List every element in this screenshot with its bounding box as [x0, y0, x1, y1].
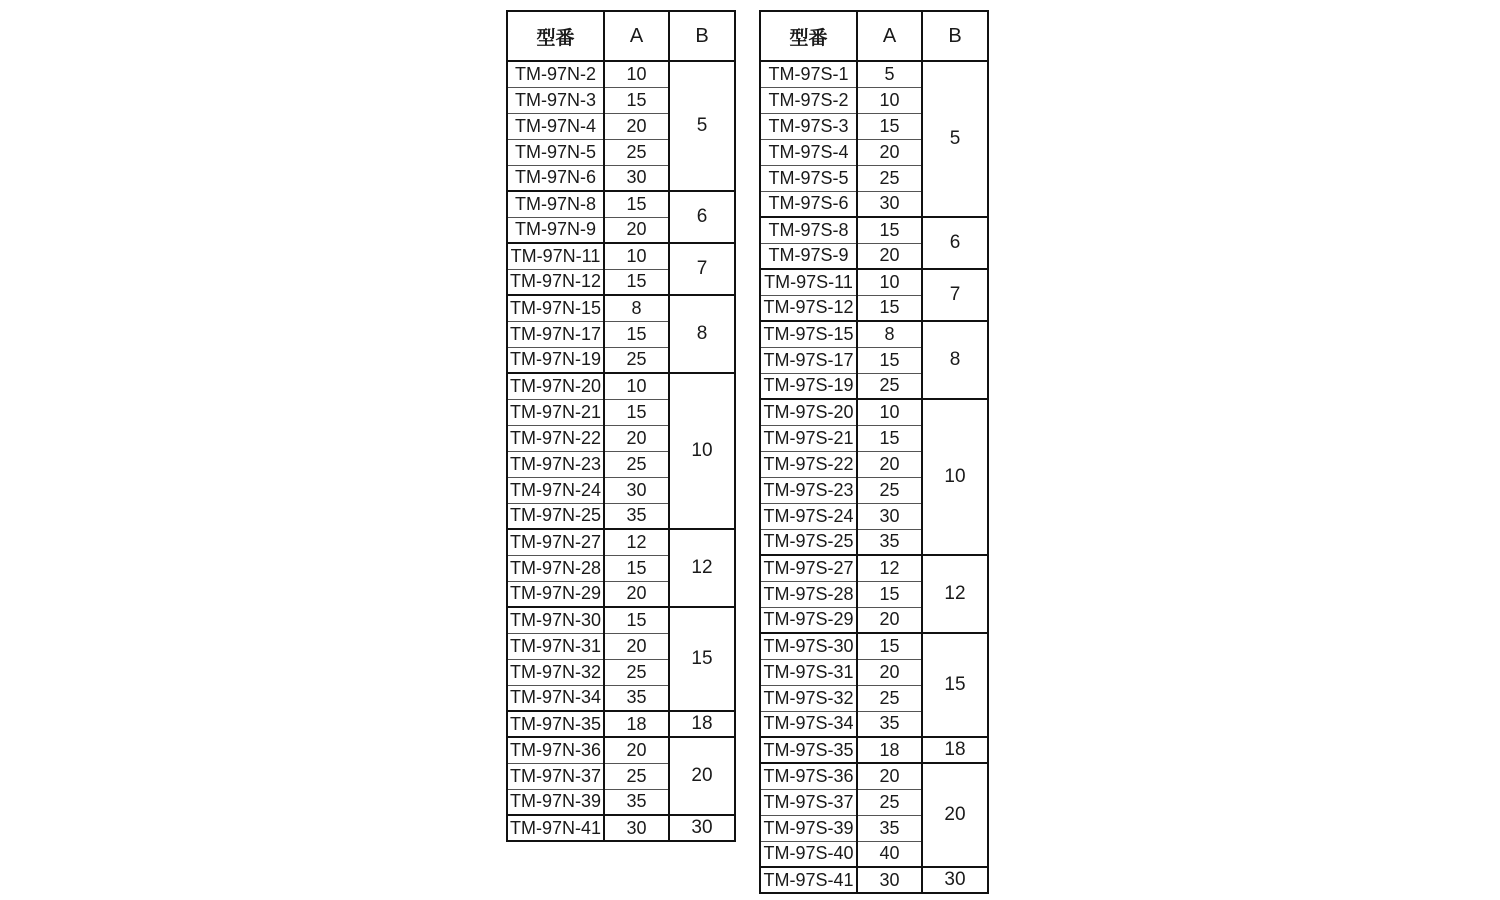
table-row — [760, 399, 988, 425]
model-cell: TM-97S-20 — [760, 399, 857, 425]
model-cell: TM-97S-15 — [760, 321, 857, 347]
table-row — [507, 737, 735, 763]
model-cell: TM-97S-27 — [760, 555, 857, 581]
table-row — [760, 321, 988, 347]
table-row — [760, 269, 988, 295]
a-value-cell: 15 — [857, 425, 922, 451]
b-value-cell: 12 — [922, 555, 988, 633]
b-value-cell: 30 — [922, 867, 988, 893]
a-value-cell: 20 — [604, 217, 669, 243]
a-value-cell: 30 — [857, 867, 922, 893]
model-cell: TM-97N-39 — [507, 789, 604, 815]
model-cell: TM-97N-37 — [507, 763, 604, 789]
a-value-cell: 10 — [857, 87, 922, 113]
a-value-cell: 12 — [857, 555, 922, 581]
model-cell: TM-97S-30 — [760, 633, 857, 659]
b-value-cell: 10 — [669, 373, 735, 529]
model-cell: TM-97N-12 — [507, 269, 604, 295]
a-value-cell: 18 — [857, 737, 922, 763]
model-cell: TM-97S-25 — [760, 529, 857, 555]
spec-table-tm97s — [759, 10, 989, 894]
model-cell: TM-97S-21 — [760, 425, 857, 451]
a-value-cell: 20 — [857, 659, 922, 685]
a-value-cell: 15 — [857, 581, 922, 607]
table-row — [507, 373, 735, 399]
b-value-cell: 5 — [922, 61, 988, 217]
model-cell: TM-97N-41 — [507, 815, 604, 841]
table-row — [507, 191, 735, 217]
a-value-cell: 15 — [857, 217, 922, 243]
b-value-cell: 6 — [669, 191, 735, 243]
model-cell: TM-97N-23 — [507, 451, 604, 477]
table-row — [760, 867, 988, 893]
table-row — [760, 633, 988, 659]
model-cell: TM-97S-40 — [760, 841, 857, 867]
a-value-cell: 35 — [604, 685, 669, 711]
a-value-cell: 10 — [857, 399, 922, 425]
a-value-cell: 10 — [604, 61, 669, 87]
model-cell: TM-97N-31 — [507, 633, 604, 659]
model-cell: TM-97S-2 — [760, 87, 857, 113]
model-cell: TM-97S-28 — [760, 581, 857, 607]
column-header-b: B — [922, 11, 988, 61]
a-value-cell: 20 — [857, 243, 922, 269]
b-value-cell: 6 — [922, 217, 988, 269]
b-value-cell: 15 — [669, 607, 735, 711]
model-cell: TM-97N-3 — [507, 87, 604, 113]
model-cell: TM-97N-4 — [507, 113, 604, 139]
column-header-model: 型番 — [507, 11, 604, 61]
b-value-cell: 20 — [922, 763, 988, 867]
a-value-cell: 25 — [857, 789, 922, 815]
table-row — [507, 295, 735, 321]
model-cell: TM-97S-22 — [760, 451, 857, 477]
a-value-cell: 15 — [604, 399, 669, 425]
a-value-cell: 30 — [604, 165, 669, 191]
a-value-cell: 10 — [604, 243, 669, 269]
b-value-cell: 18 — [922, 737, 988, 763]
model-cell: TM-97S-9 — [760, 243, 857, 269]
a-value-cell: 20 — [604, 425, 669, 451]
table-row — [507, 61, 735, 87]
a-value-cell: 25 — [604, 139, 669, 165]
a-value-cell: 35 — [857, 711, 922, 737]
a-value-cell: 20 — [604, 633, 669, 659]
a-value-cell: 40 — [857, 841, 922, 867]
table-row — [760, 763, 988, 789]
table-row — [760, 555, 988, 581]
model-cell: TM-97N-32 — [507, 659, 604, 685]
a-value-cell: 12 — [604, 529, 669, 555]
a-value-cell: 25 — [604, 763, 669, 789]
a-value-cell: 15 — [604, 607, 669, 633]
model-cell: TM-97S-19 — [760, 373, 857, 399]
column-header-b: B — [669, 11, 735, 61]
b-value-cell: 7 — [669, 243, 735, 295]
a-value-cell: 25 — [604, 451, 669, 477]
a-value-cell: 30 — [857, 503, 922, 529]
column-header-model: 型番 — [760, 11, 857, 61]
column-header-a: A — [857, 11, 922, 61]
model-cell: TM-97N-34 — [507, 685, 604, 711]
model-cell: TM-97N-20 — [507, 373, 604, 399]
model-cell: TM-97S-5 — [760, 165, 857, 191]
model-cell: TM-97N-8 — [507, 191, 604, 217]
model-cell: TM-97N-25 — [507, 503, 604, 529]
table-row — [507, 529, 735, 555]
table-row — [507, 243, 735, 269]
a-value-cell: 15 — [604, 321, 669, 347]
a-value-cell: 15 — [857, 633, 922, 659]
a-value-cell: 30 — [857, 191, 922, 217]
model-cell: TM-97N-22 — [507, 425, 604, 451]
model-cell: TM-97N-2 — [507, 61, 604, 87]
model-cell: TM-97S-11 — [760, 269, 857, 295]
model-cell: TM-97S-6 — [760, 191, 857, 217]
column-header-a: A — [604, 11, 669, 61]
b-value-cell: 18 — [669, 711, 735, 737]
a-value-cell: 15 — [604, 555, 669, 581]
a-value-cell: 25 — [604, 659, 669, 685]
model-cell: TM-97S-3 — [760, 113, 857, 139]
model-cell: TM-97S-29 — [760, 607, 857, 633]
a-value-cell: 15 — [857, 113, 922, 139]
b-value-cell: 5 — [669, 61, 735, 191]
table-row — [760, 737, 988, 763]
a-value-cell: 20 — [857, 763, 922, 789]
b-value-cell: 30 — [669, 815, 735, 841]
model-cell: TM-97S-4 — [760, 139, 857, 165]
model-cell: TM-97N-9 — [507, 217, 604, 243]
b-value-cell: 12 — [669, 529, 735, 607]
model-cell: TM-97N-15 — [507, 295, 604, 321]
a-value-cell: 20 — [857, 139, 922, 165]
a-value-cell: 25 — [857, 373, 922, 399]
a-value-cell: 20 — [604, 737, 669, 763]
a-value-cell: 18 — [604, 711, 669, 737]
a-value-cell: 15 — [604, 269, 669, 295]
model-cell: TM-97N-29 — [507, 581, 604, 607]
model-cell: TM-97N-17 — [507, 321, 604, 347]
b-value-cell: 10 — [922, 399, 988, 555]
model-cell: TM-97S-41 — [760, 867, 857, 893]
a-value-cell: 20 — [857, 607, 922, 633]
a-value-cell: 20 — [604, 113, 669, 139]
model-cell: TM-97S-37 — [760, 789, 857, 815]
table-row — [507, 607, 735, 633]
model-cell: TM-97S-36 — [760, 763, 857, 789]
a-value-cell: 15 — [857, 347, 922, 373]
model-cell: TM-97S-39 — [760, 815, 857, 841]
a-value-cell: 5 — [857, 61, 922, 87]
a-value-cell: 8 — [857, 321, 922, 347]
model-cell: TM-97N-24 — [507, 477, 604, 503]
a-value-cell: 35 — [604, 503, 669, 529]
model-cell: TM-97S-23 — [760, 477, 857, 503]
a-value-cell: 15 — [604, 191, 669, 217]
model-cell: TM-97S-35 — [760, 737, 857, 763]
b-value-cell: 15 — [922, 633, 988, 737]
b-value-cell: 8 — [922, 321, 988, 399]
a-value-cell: 35 — [857, 815, 922, 841]
spec-table-tm97n — [506, 10, 736, 842]
a-value-cell: 10 — [857, 269, 922, 295]
a-value-cell: 8 — [604, 295, 669, 321]
a-value-cell: 30 — [604, 815, 669, 841]
a-value-cell: 15 — [857, 295, 922, 321]
a-value-cell: 25 — [857, 685, 922, 711]
model-cell: TM-97N-6 — [507, 165, 604, 191]
model-cell: TM-97N-35 — [507, 711, 604, 737]
model-cell: TM-97N-11 — [507, 243, 604, 269]
model-cell: TM-97S-31 — [760, 659, 857, 685]
b-value-cell: 20 — [669, 737, 735, 815]
b-value-cell: 7 — [922, 269, 988, 321]
model-cell: TM-97S-1 — [760, 61, 857, 87]
a-value-cell: 15 — [604, 87, 669, 113]
model-cell: TM-97S-17 — [760, 347, 857, 373]
table-row — [760, 217, 988, 243]
a-value-cell: 25 — [857, 477, 922, 503]
model-cell: TM-97S-12 — [760, 295, 857, 321]
model-cell: TM-97N-28 — [507, 555, 604, 581]
model-cell: TM-97S-34 — [760, 711, 857, 737]
model-cell: TM-97S-32 — [760, 685, 857, 711]
header-row — [507, 11, 735, 61]
header-row — [760, 11, 988, 61]
a-value-cell: 10 — [604, 373, 669, 399]
a-value-cell: 25 — [857, 165, 922, 191]
table-row — [507, 815, 735, 841]
model-cell: TM-97S-8 — [760, 217, 857, 243]
model-cell: TM-97N-36 — [507, 737, 604, 763]
model-cell: TM-97S-24 — [760, 503, 857, 529]
a-value-cell: 20 — [857, 451, 922, 477]
table-row — [507, 711, 735, 737]
model-cell: TM-97N-27 — [507, 529, 604, 555]
model-cell: TM-97N-5 — [507, 139, 604, 165]
a-value-cell: 25 — [604, 347, 669, 373]
a-value-cell: 35 — [857, 529, 922, 555]
a-value-cell: 35 — [604, 789, 669, 815]
model-cell: TM-97N-19 — [507, 347, 604, 373]
a-value-cell: 20 — [604, 581, 669, 607]
model-cell: TM-97N-30 — [507, 607, 604, 633]
model-cell: TM-97N-21 — [507, 399, 604, 425]
a-value-cell: 30 — [604, 477, 669, 503]
b-value-cell: 8 — [669, 295, 735, 373]
table-row — [760, 61, 988, 87]
